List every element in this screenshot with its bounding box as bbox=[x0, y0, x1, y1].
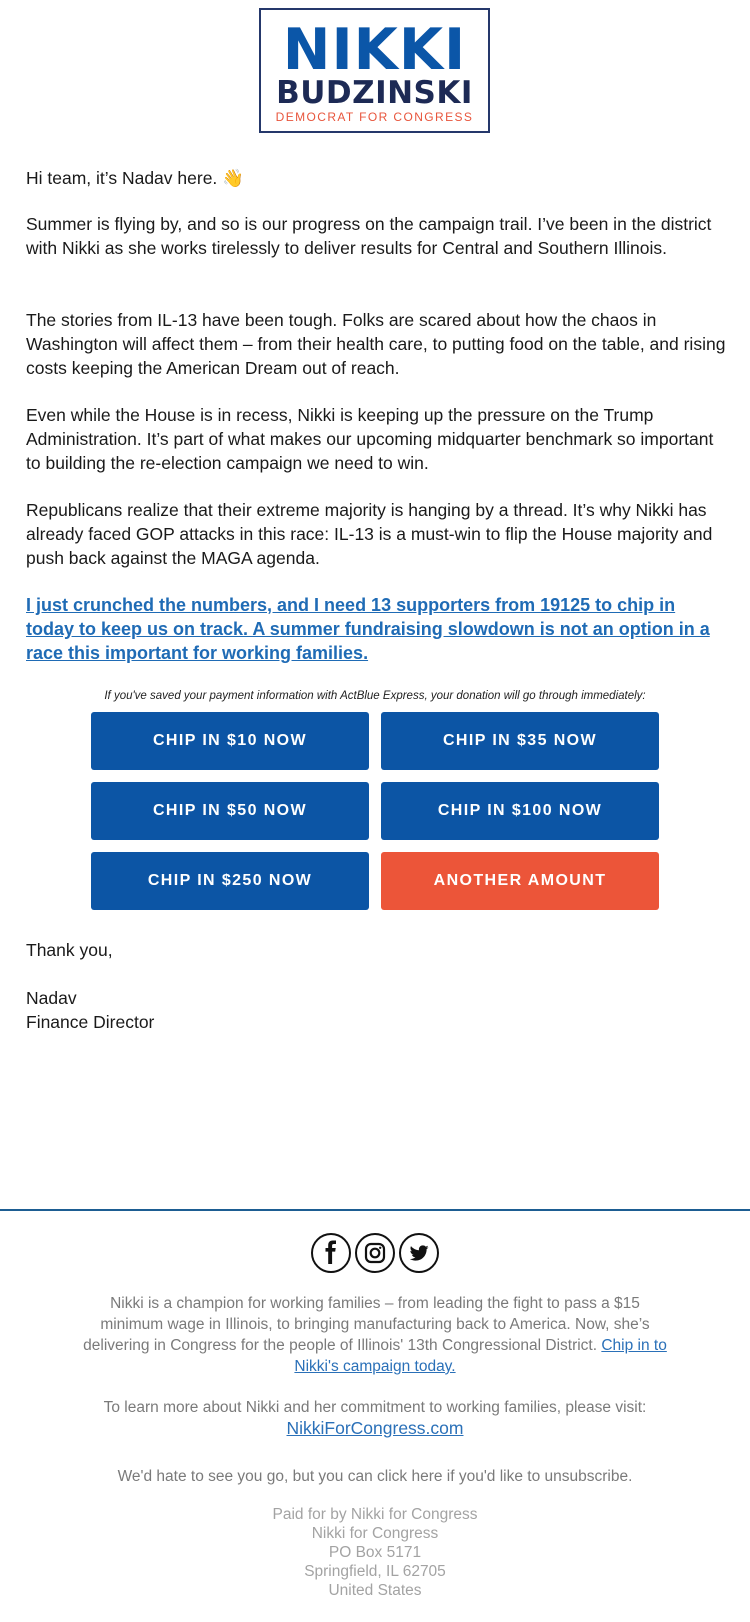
logo-surname: BUDZINSKI bbox=[276, 75, 473, 111]
footer-learn-more bbox=[80, 1397, 670, 1440]
address-line: Nikki for Congress bbox=[311, 1525, 439, 1542]
address-line: United States bbox=[328, 1582, 422, 1599]
paragraph-2: The stories from IL-13 have been tough. Folks are scared about how the chaos in Washington will affect them – from their health care, to putting food on the table, and rising costs keeping the American Dream out of reach. bbox=[26, 310, 726, 378]
footer-divider bbox=[0, 1209, 750, 1211]
footer-chip-in-link[interactable]: Chip in to Nikki's campaign today. bbox=[294, 1337, 667, 1375]
instagram-icon[interactable] bbox=[355, 1233, 395, 1273]
chip-in-10-button[interactable]: CHIP IN $10 NOW bbox=[91, 712, 369, 770]
facebook-icon[interactable] bbox=[311, 1233, 351, 1273]
footer-learn-text: To learn more about Nikki and her commitment to working families, please visit: bbox=[103, 1399, 647, 1416]
actblue-express-note: If you've saved your payment information with ActBlue Express, your donation will go through immediately: bbox=[104, 690, 646, 702]
address-line: PO Box 5171 bbox=[328, 1544, 422, 1561]
paragraph-4: Republicans realize that their extreme majority is hanging by a thread. It’s why Nikki has already faced GOP attacks in this race: IL-13 is a must-win to flip the House majority and push back against the MAGA agenda. bbox=[26, 500, 713, 568]
footer-site-link[interactable]: NikkiForCongress.com bbox=[286, 1418, 464, 1438]
logo-name: NIKKI bbox=[282, 17, 467, 83]
footer-unsubscribe[interactable]: We'd hate to see you go, but you can click here if you'd like to unsubscribe. bbox=[117, 1468, 633, 1485]
campaign-logo bbox=[259, 8, 490, 133]
chip-in-50-button[interactable]: CHIP IN $50 NOW bbox=[91, 782, 369, 840]
footer-about bbox=[80, 1293, 670, 1377]
chip-in-250-button[interactable]: CHIP IN $250 NOW bbox=[91, 852, 369, 910]
greeting: Hi team, it’s Nadav here. 👋 bbox=[26, 168, 244, 188]
chip-in-100-button[interactable]: CHIP IN $100 NOW bbox=[381, 782, 659, 840]
address-line: Springfield, IL 62705 bbox=[304, 1563, 446, 1580]
signoff-title: Finance Director bbox=[26, 1012, 155, 1032]
paragraph-3: Even while the House is in recess, Nikki is keeping up the pressure on the Trump Administration. It’s part of what makes our upcoming midquarter benchmark so important to building the re-election campaign we need to win. bbox=[26, 405, 714, 473]
paragraph-1: Summer is flying by, and so is our progress on the campaign trail. I’ve been in the district with Nikki as she works tirelessly to deliver results for Central and Southern Illinois. bbox=[26, 214, 712, 258]
donate-cta-link[interactable]: I just crunched the numbers, and I need 13 supporters from 19125 to chip in today to keep us on track. A summer fundraising slowdown is not an option in a race this important for working families. bbox=[26, 595, 710, 663]
footer-about-text: Nikki is a champion for working families – from leading the fight to pass a $15 minimum wage in Illinois, to bringing manufacturing back to America. Now, she’s delivering in Congress for the people of Illinois' 13th Congressional District. bbox=[83, 1295, 650, 1354]
chip-in-35-button[interactable]: CHIP IN $35 NOW bbox=[381, 712, 659, 770]
address-line: Paid for by Nikki for Congress bbox=[272, 1506, 478, 1523]
signoff-name: Nadav bbox=[26, 988, 77, 1008]
logo-tagline: DEMOCRAT FOR CONGRESS bbox=[275, 110, 474, 124]
signoff-thanks: Thank you, bbox=[26, 940, 113, 960]
another-amount-button[interactable]: ANOTHER AMOUNT bbox=[381, 852, 659, 910]
twitter-icon[interactable] bbox=[399, 1233, 439, 1273]
